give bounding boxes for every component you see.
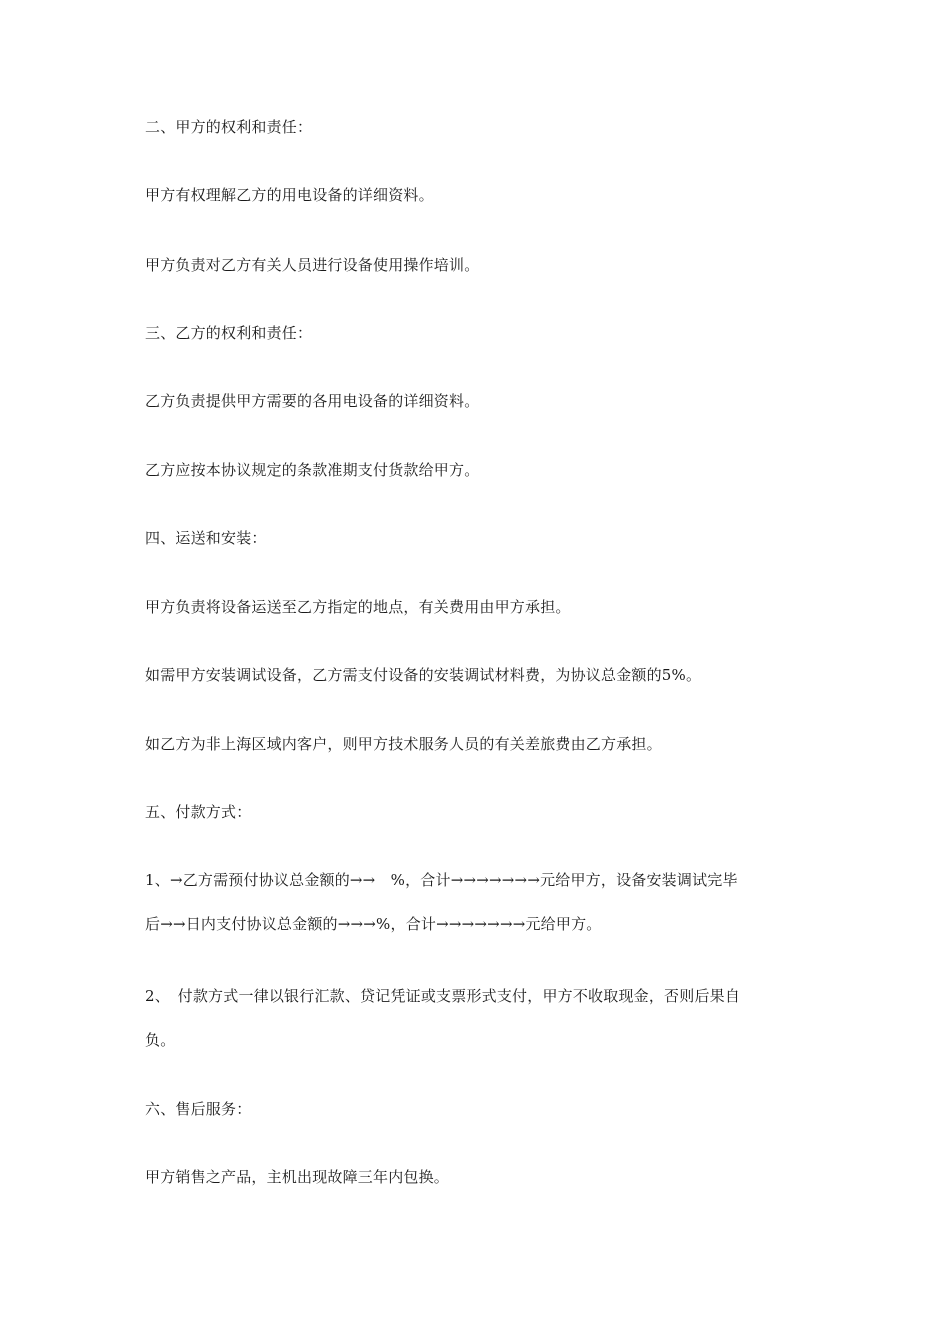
paragraph: 甲方有权理解乙方的用电设备的详细资料。 xyxy=(145,186,434,204)
paragraph: 2、 付款方式一律以银行汇款、贷记凭证或支票形式支付，甲方不收取现金，否则后果自 xyxy=(145,987,741,1005)
paragraph: 甲方负责将设备运送至乙方指定的地点，有关费用由甲方承担。 xyxy=(145,598,571,616)
paragraph: 后→→日内支付协议总金额的→→→%，合计→→→→→→→元给甲方。 xyxy=(145,915,602,933)
section-heading-after-sales: 六、售后服务： xyxy=(145,1100,252,1118)
paragraph: 甲方负责对乙方有关人员进行设备使用操作培训。 xyxy=(145,256,480,274)
section-heading-shipping-installation: 四、运送和安装： xyxy=(145,529,267,547)
section-heading-party-b-rights: 三、乙方的权利和责任： xyxy=(145,324,313,342)
paragraph: 甲方销售之产品，主机出现故障三年内包换。 xyxy=(145,1168,450,1186)
section-heading-payment-method: 五、付款方式： xyxy=(145,803,252,821)
section-heading-party-a-rights: 二、甲方的权利和责任： xyxy=(145,118,313,136)
paragraph: 1、→乙方需预付协议总金额的→→ %，合计→→→→→→→元给甲方，设备安装调试完毕 xyxy=(145,871,738,889)
paragraph: 乙方负责提供甲方需要的各用电设备的详细资料。 xyxy=(145,392,480,410)
paragraph: 如乙方为非上海区域内客户，则甲方技术服务人员的有关差旅费由乙方承担。 xyxy=(145,735,662,753)
paragraph: 负。 xyxy=(145,1031,176,1049)
paragraph: 乙方应按本协议规定的条款准期支付货款给甲方。 xyxy=(145,461,480,479)
paragraph: 如需甲方安装调试设备，乙方需支付设备的安装调试材料费，为协议总金额的5%。 xyxy=(145,666,702,684)
